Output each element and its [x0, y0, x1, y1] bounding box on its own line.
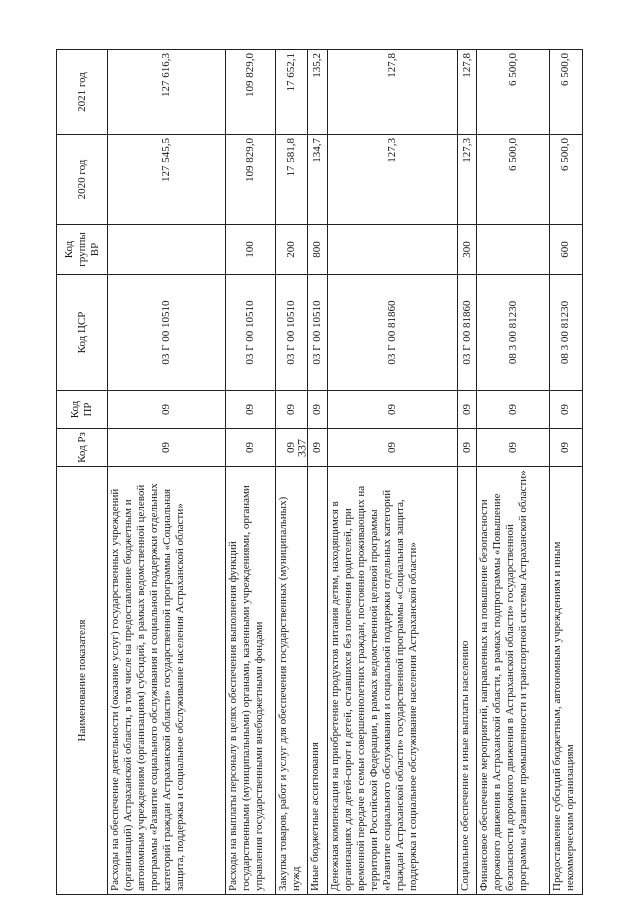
- row-rz: 09: [327, 429, 457, 467]
- row-2021: 6 500,0: [549, 50, 582, 135]
- table-row: [457, 50, 477, 895]
- row-csr: 03 Г 00 81860: [327, 275, 457, 391]
- row-2021: 127 616,3: [108, 50, 226, 135]
- row-name: Закупка товаров, работ и услуг для обеспечения государственных (муниципальных) нужд: [276, 467, 308, 895]
- row-csr: 03 Г 00 10510: [276, 275, 308, 391]
- row-csr: 03 Г 00 10510: [308, 275, 328, 391]
- row-vr: [477, 225, 550, 275]
- row-name: Предоставление субсидий бюджетным, автономным учреждениям и иным некоммерческим организациям: [549, 467, 582, 895]
- row-2021: 17 652,1: [276, 50, 308, 135]
- row-vr: 300: [457, 225, 477, 275]
- row-2020: 127,3: [457, 135, 477, 225]
- row-rz: 09: [477, 429, 550, 467]
- header-2020: 2020 год: [57, 135, 108, 225]
- row-pr: 09: [276, 391, 308, 429]
- row-pr: 09: [457, 391, 477, 429]
- header-name: Наименование показателя: [57, 467, 108, 895]
- row-rz: 09: [225, 429, 276, 467]
- table-row: [308, 50, 328, 895]
- row-2020: 17 581,8: [276, 135, 308, 225]
- row-2021: 127,8: [457, 50, 477, 135]
- row-csr: 08 3 00 81230: [477, 275, 550, 391]
- row-2021: 127,8: [327, 50, 457, 135]
- row-rz: 09: [549, 429, 582, 467]
- table-row: [108, 50, 226, 895]
- row-pr: 09: [225, 391, 276, 429]
- table-header-row: [57, 50, 108, 895]
- row-rz: 09: [308, 429, 328, 467]
- row-rz: 09: [457, 429, 477, 467]
- row-vr: 800: [308, 225, 328, 275]
- row-name: Расходы на обеспечение деятельности (оказание услуг) государственных учреждений (организаций) Астраханской области, в том числе на предоставление бюджетным и автономным учреждениям (организациям) субсидий, в рамках ведомственной целевой программы «Развитие социального обслуживания и социальной поддержки отдельных категорий граждан Астраханской области» государственной программы «Социальная защита, поддержка и социальное обслуживание населения Астраханской области»: [108, 467, 226, 895]
- table-row: [327, 50, 457, 895]
- header-vr: Код группы ВР: [57, 225, 108, 275]
- row-csr: 08 3 00 81230: [549, 275, 582, 391]
- table-row: [477, 50, 550, 895]
- table-row: [549, 50, 582, 895]
- row-2021: 6 500,0: [477, 50, 550, 135]
- row-2020: 6 500,0: [549, 135, 582, 225]
- page-number: 337: [294, 439, 309, 457]
- header-csr: Код ЦСР: [57, 275, 108, 391]
- row-2020: 127 545,5: [108, 135, 226, 225]
- row-vr: 600: [549, 225, 582, 275]
- row-name: Финансовое обеспечение мероприятий, направленных на повышение безопасности дорожного движения в Астраханской области, в рамках подпрограммы «Повышение безопасности дорожного движения в Астраханской области» государственной программы «Развитие промышленности и транспортной системы Астраханской области»: [477, 467, 550, 895]
- row-2021: 109 829,0: [225, 50, 276, 135]
- budget-table: [56, 49, 583, 895]
- row-vr: [327, 225, 457, 275]
- row-pr: 09: [327, 391, 457, 429]
- header-2021: 2021 год: [57, 50, 108, 135]
- row-pr: 09: [549, 391, 582, 429]
- row-name: Иные бюджетные ассигнования: [308, 467, 328, 895]
- row-csr: 03 Г 00 10510: [225, 275, 276, 391]
- row-2021: 135,2: [308, 50, 328, 135]
- row-name: Социальное обеспечение и иные выплаты населению: [457, 467, 477, 895]
- row-rz: 09: [276, 429, 308, 467]
- row-csr: 03 Г 00 81860: [457, 275, 477, 391]
- header-rz: Код Рз: [57, 429, 108, 467]
- row-vr: 100: [225, 225, 276, 275]
- row-name: Расходы на выплаты персоналу в целях обеспечения выполнения функций государственными (муниципальными) органами, казенными учреждениями, органами управления государственными внебюджетными фондами: [225, 467, 276, 895]
- row-rz: 09: [108, 429, 226, 467]
- row-pr: 09: [477, 391, 550, 429]
- row-pr: 09: [308, 391, 328, 429]
- row-2020: 109 829,0: [225, 135, 276, 225]
- row-2020: 127,3: [327, 135, 457, 225]
- row-vr: [108, 225, 226, 275]
- row-csr: 03 Г 00 10510: [108, 275, 226, 391]
- header-pr: Код ПР: [57, 391, 108, 429]
- table-row: [276, 50, 308, 895]
- row-pr: 09: [108, 391, 226, 429]
- row-name: Денежная компенсация на приобретение продуктов питания детям, находящимся в организациях для детей-сирот и детей, оставшихся без попечения родителей, при временной передаче в семьи совершеннолетних граждан, постоянно проживающих на территории Российской Федерации, в рамках ведомственной целевой программы «Развитие социального обслуживания и социальной поддержки отдельных категорий граждан Астраханской области» государственной программы «Социальная защита, поддержка и социальное обслуживание населения Астраханской области»: [327, 467, 457, 895]
- rotated-table-wrapper: [56, 50, 583, 895]
- row-2020: 6 500,0: [477, 135, 550, 225]
- table-row: [225, 50, 276, 895]
- row-2020: 134,7: [308, 135, 328, 225]
- row-vr: 200: [276, 225, 308, 275]
